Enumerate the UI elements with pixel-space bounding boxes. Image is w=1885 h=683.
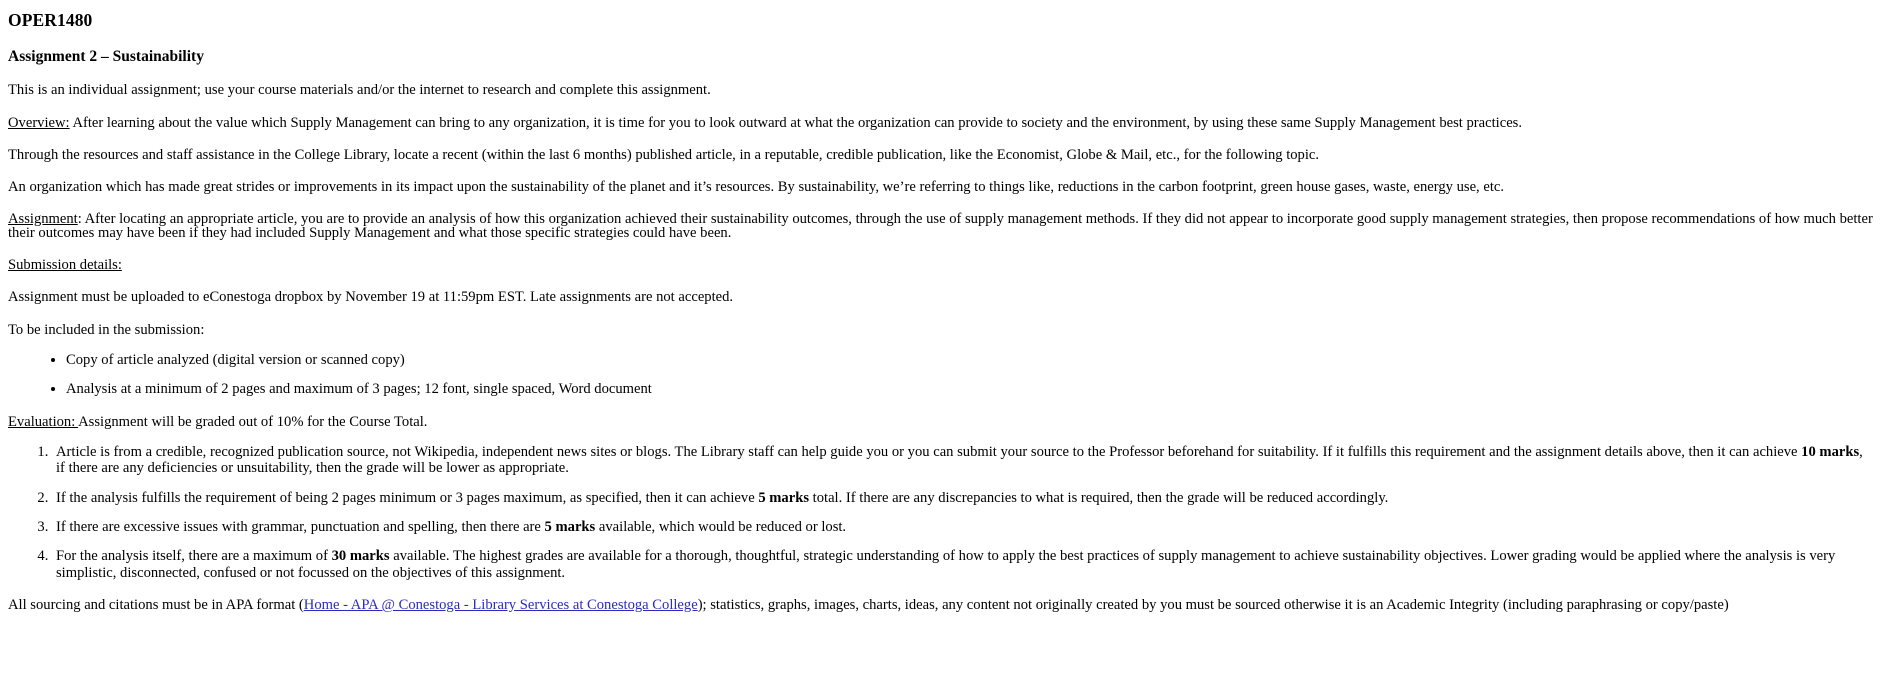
criterion-text-before: If there are excessive issues with grammar, punctuation and spelling, then there are [56, 518, 545, 535]
criterion-text-after: , if there are any deficiencies or unsuitability, then the grade will be lower as appropriate. [56, 443, 1863, 477]
submission-deadline-paragraph: Assignment must be uploaded to eConestoga dropbox by November 19 at 11:59pm EST. Late assignments are not accepted. [8, 289, 734, 306]
list-item [52, 444, 1873, 477]
criterion-text-after: available. The highest grades are available for a thorough, thoughtful, strategic understanding of how to apply the best practices of supply management to achieve sustainability objectives. Lower grading would be applied where the analysis is very simplistic, disconnected, confused or not focussed on the objectives of this assignment. [56, 548, 1836, 581]
criterion-text-before: Article is from a credible, recognized publication source, not Wikipedia, independent news sites or blogs. The Library staff can help guide you or you can submit your source to the Professor beforehand for suitability. If it fulfills this requirement and the assignment details above, then it can achieve [56, 443, 1802, 460]
evaluation-paragraph [8, 414, 1873, 430]
sourcing-text-after: ); statistics, graphs, images, charts, ideas, any content not originally created by you must be sourced otherwise it is an Academic Integrity (including paraphrasing or copy/paste) [697, 596, 1729, 613]
evaluation-label: Evaluation: [8, 413, 79, 430]
criterion-marks: 5 marks [544, 518, 596, 535]
list-item [52, 490, 1873, 506]
overview-label: Overview: [8, 114, 70, 131]
criterion-marks: 5 marks [758, 489, 810, 506]
criterion-marks: 30 marks [331, 548, 390, 565]
intro-paragraph: This is an individual assignment; use your course materials and/or the internet to research and complete this assignment. [8, 82, 711, 99]
submission-details-label: Submission details: [8, 256, 122, 273]
list-item [52, 519, 1873, 535]
list-item [52, 548, 1873, 581]
assignment-paragraph [8, 212, 1873, 241]
assignment-text: : After locating an appropriate article, you are to provide an analysis of how this organization achieved their sustainability outcomes, through the use of supply management methods. If they did not appear to incorporate good supply management strategies, then propose recommendations of how much better their outcomes may have been if they had included Supply Management and what those specific strategies could have been. [8, 210, 1873, 242]
topic-paragraph: An organization which has made great strides or improvements in its impact upon the sustainability of the planet and it’s resources. By sustainability, we’re referring to things like, reductions in the carbon footprint, green house gases, waste, energy use, etc. [8, 179, 1505, 196]
submission-lead-paragraph: To be included in the submission: [8, 321, 205, 338]
criteria-list [8, 444, 1873, 581]
course-code-heading: OPER1480 [8, 10, 93, 30]
criterion-marks: 10 marks [1801, 443, 1860, 460]
overview-text: After learning about the value which Supply Management can bring to any organization, it is time for you to look outward at what the organization can provide to society and the environment, by using these same Supply Management best practices. [69, 114, 1522, 131]
evaluation-text: Assignment will be graded out of 10% for the Course Total. [78, 413, 428, 430]
list-item: • Analysis at a minimum of 2 pages and maximum of 3 pages; 12 font, single spaced, Word document [66, 381, 1873, 397]
assignment-label: Assignment [8, 210, 78, 227]
criterion-text-after: total. If there are any discrepancies to what is required, then the grade will be reduced accordingly. [809, 489, 1389, 506]
assignment-title-heading: Assignment 2 – Sustainability [8, 47, 204, 65]
sourcing-paragraph [8, 597, 1873, 613]
criterion-text-before: If the analysis fulfills the requirement of being 2 pages minimum or 3 pages maximum, as specified, then it can achieve [56, 489, 759, 506]
submission-details-heading [8, 257, 1873, 273]
overview-paragraph [8, 115, 1873, 131]
library-paragraph: Through the resources and staff assistance in the College Library, locate a recent (within the last 6 months) published article, in a reputable, credible publication, like the Economist, Globe & Mail, etc., for the following topic. [8, 146, 1320, 163]
submission-items-list [8, 352, 1873, 398]
sourcing-text-before: All sourcing and citations must be in APA format ( [8, 596, 304, 613]
list-item: • Copy of article analyzed (digital version or scanned copy) [66, 352, 1873, 368]
criterion-text-after: available, which would be reduced or lost. [595, 518, 847, 535]
apa-guide-link[interactable]: Home - APA @ Conestoga - Library Services at Conestoga College [303, 596, 698, 613]
criterion-text-before: For the analysis itself, there are a maximum of [56, 548, 332, 565]
